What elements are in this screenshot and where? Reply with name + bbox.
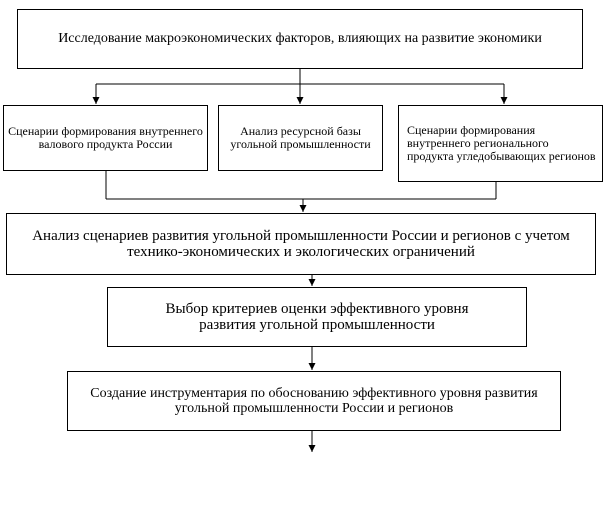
box-macroeconomic-research-text: Исследование макроэкономических факторов, влияющих на развитие экономики (58, 31, 542, 47)
box-tools-creation (67, 371, 561, 431)
box-macroeconomic-research (17, 9, 583, 69)
box-regional-product-scenarios (398, 105, 603, 182)
box-criteria-selection (107, 287, 527, 347)
box-regional-product-scenarios-text: Сценарии формирования внутреннего регионального продукта угледобывающих регионов (407, 123, 596, 163)
box-scenario-analysis-text: Анализ сценариев развития угольной промышленности России и регионов с учетом технико-экономических и экологических ограничений (32, 227, 570, 260)
box-gdp-scenarios (3, 105, 208, 171)
box-resource-base-analysis (218, 105, 383, 171)
box-resource-base-analysis-text: Анализ ресурсной базы угольной промышленности (230, 124, 371, 151)
box-tools-creation-text: Создание инструментария по обоснованию эффективного уровня развития угольной промышленности России и регионов (90, 385, 538, 416)
box-criteria-selection-text: Выбор критериев оценки эффективного уровня развития угольной промышленности (165, 300, 469, 333)
box-gdp-scenarios-text: Сценарии формирования внутреннего валового продукта России (8, 124, 203, 151)
box-scenario-analysis (6, 213, 596, 275)
